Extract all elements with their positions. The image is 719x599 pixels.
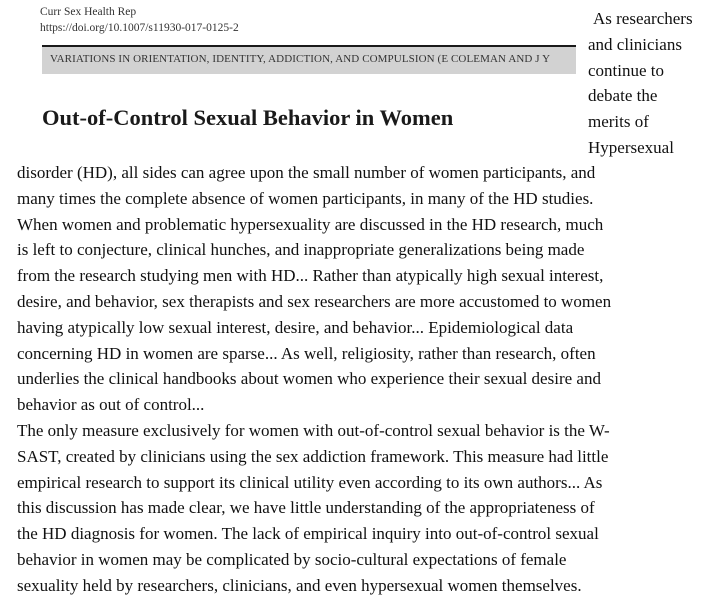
- side-line: debate the: [588, 86, 658, 106]
- article-body: [17, 160, 717, 599]
- body-line: SAST, created by clinicians using the sex addiction framework. This measure had little: [17, 446, 609, 466]
- side-column-text: [588, 6, 718, 161]
- body-line: this discussion has made clear, we have little understanding of the appropriateness of: [17, 498, 595, 518]
- body-line: many times the complete absence of women participants, in many of the HD studies.: [17, 188, 594, 208]
- body-line: the HD diagnosis for women. The lack of empirical inquiry into out-of-control sexual: [17, 524, 599, 544]
- side-line: continue to: [588, 60, 665, 80]
- section-label: VARIATIONS IN ORIENTATION, IDENTITY, ADDICTION, AND COMPULSION (E COLEMAN AND J Y: [50, 53, 551, 65]
- side-line: merits of: [588, 112, 649, 132]
- body-line: desire, and behavior, sex therapists and sex researchers are more accustomed to women: [17, 291, 612, 311]
- body-line: concerning HD in women are sparse... As well, religiosity, rather than research, often: [17, 343, 596, 363]
- journal-header: [40, 4, 580, 36]
- body-line: underlies the clinical handbooks about women who experience their sexual desire and: [17, 369, 601, 389]
- body-line: When women and problematic hypersexuality are discussed in the HD research, much: [17, 214, 604, 234]
- body-line: from the research studying men with HD... Rather than atypically high sexual interest,: [17, 266, 604, 286]
- body-line: is left to conjecture, clinical hunches, and inappropriate generalizations being made: [17, 240, 585, 260]
- body-line: The only measure exclusively for women with out-of-control sexual behavior is the W-: [17, 420, 610, 440]
- body-line: empirical research to support its clinical utility even according to its own authors... As: [17, 472, 603, 492]
- article-title: Out-of-Control Sexual Behavior in Women: [42, 105, 454, 130]
- side-line: and clinicians: [588, 34, 682, 54]
- side-line: As researchers: [593, 9, 693, 28]
- doi-link[interactable]: https://doi.org/10.1007/s11930-017-0125-2: [40, 22, 239, 34]
- side-line: Hypersexual: [588, 137, 674, 157]
- body-line: behavior as out of control...: [17, 395, 205, 415]
- body-line: behavior in women may be complicated by socio-cultural expectations of female: [17, 549, 567, 569]
- journal-name: Curr Sex Health Rep: [40, 6, 137, 18]
- body-line: disorder (HD), all sides can agree upon the small number of women participants, and: [17, 163, 596, 182]
- body-line: having atypically low sexual interest, desire, and behavior... Epidemiological data: [17, 317, 574, 337]
- section-banner: [42, 45, 576, 74]
- body-line: sexuality held by researchers, clinicians, and even hypersexual women themselves.: [17, 575, 582, 595]
